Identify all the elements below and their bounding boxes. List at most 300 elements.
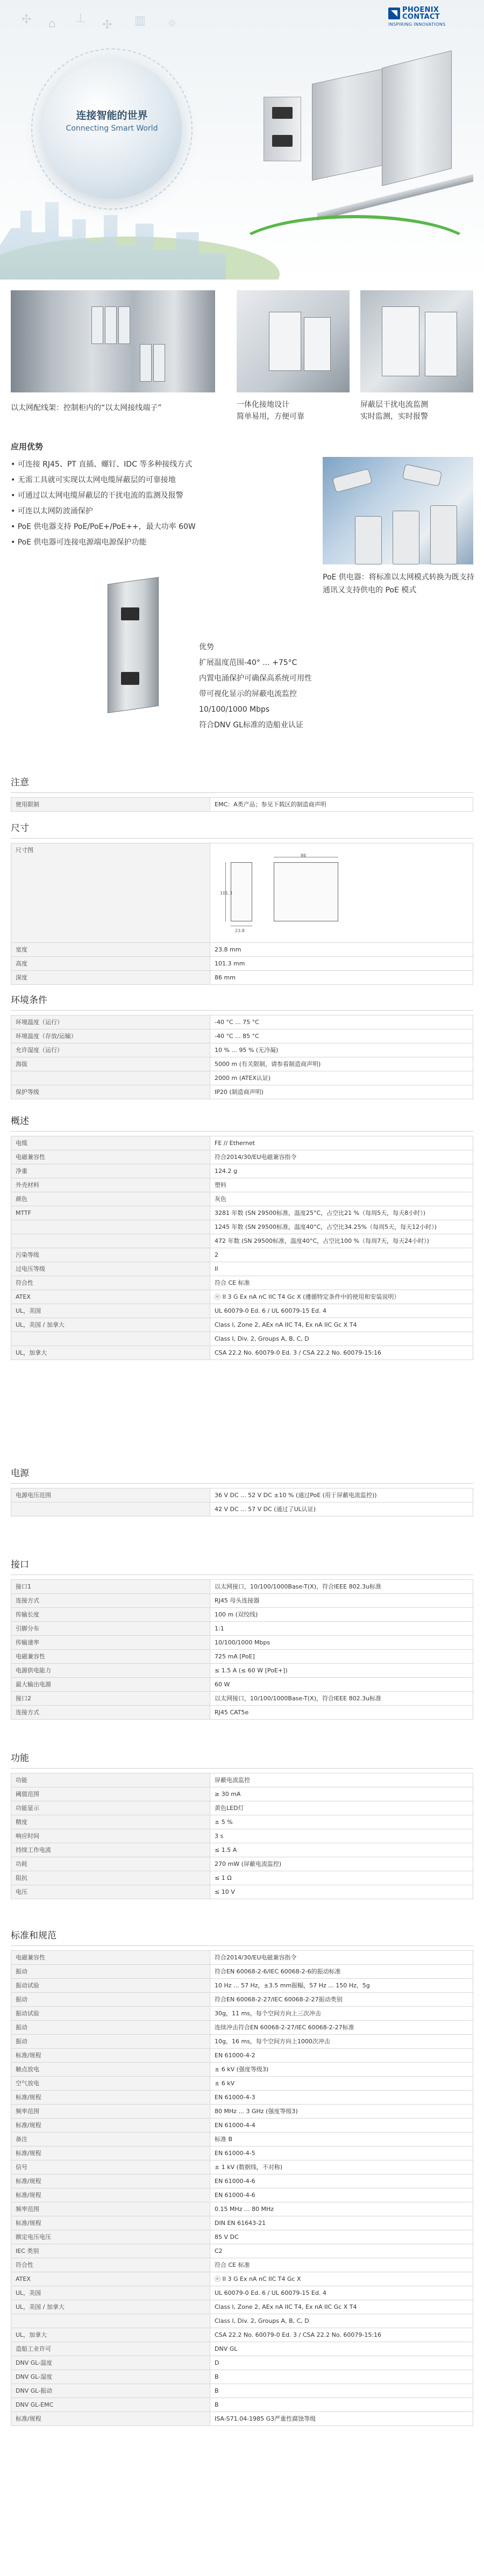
spec-value: ⓔ II 3 G Ex nA nC IIC T4 Gc X bbox=[210, 2272, 473, 2286]
table-row bbox=[11, 2286, 473, 2300]
table-row bbox=[11, 2328, 473, 2342]
spec-key: 触点放电 bbox=[11, 2063, 210, 2077]
spec-value: ≤ 1.5 A bbox=[210, 1843, 473, 1857]
spec-value: 符合2014/30/EU电磁兼容指令 bbox=[210, 1951, 473, 1965]
spec-key: 振动 bbox=[11, 1965, 210, 1979]
table-row bbox=[11, 1071, 473, 1085]
spec-key bbox=[11, 1234, 210, 1248]
spec-key: 连接方式 bbox=[11, 1594, 210, 1608]
spec-key: 电缆 bbox=[11, 1136, 210, 1150]
building-icon: ▥ bbox=[134, 14, 146, 27]
spec-value: RJ45 CAT5e bbox=[210, 1706, 473, 1720]
section-title: 接口 bbox=[11, 1554, 473, 1575]
monitoring-photo bbox=[360, 290, 473, 392]
hero-banner bbox=[0, 0, 484, 280]
spec-key: 标准/规程 bbox=[11, 2174, 210, 2188]
spec-value: 10g，16 ms，每个空间方向上1000次冲击 bbox=[210, 2035, 473, 2049]
section-title: 环境条件 bbox=[11, 989, 473, 1011]
section-title: 尺寸 bbox=[11, 817, 473, 839]
key-features bbox=[199, 640, 414, 733]
spec-value: 符合EN 60068-2-6/IEC 60068-2-6的振动标准 bbox=[210, 1965, 473, 1979]
section-title: 标准和规范 bbox=[11, 1924, 473, 1946]
spec-value: D bbox=[210, 2356, 473, 2370]
spec-value: DNV GL bbox=[210, 2342, 473, 2356]
spec-key: 连接方式 bbox=[11, 1706, 210, 1720]
spec-key: 电压 bbox=[11, 1885, 210, 1899]
spec-value: 黄色LED灯 bbox=[210, 1801, 473, 1815]
spec-key: 频率范围 bbox=[11, 2105, 210, 2119]
list-item: • 可连以太网防波涌保护 bbox=[11, 504, 312, 519]
spec-key: 外壳材料 bbox=[11, 1178, 210, 1192]
spec-value: 23.8 mm bbox=[210, 943, 473, 957]
spec-key: 过电压等级 bbox=[11, 1262, 210, 1276]
table-row bbox=[11, 1220, 473, 1234]
table-row bbox=[11, 1871, 473, 1885]
table-row bbox=[11, 1965, 473, 1979]
table-row bbox=[11, 2384, 473, 2398]
table-row bbox=[11, 2370, 473, 2384]
table-row bbox=[11, 971, 473, 985]
table-row bbox=[11, 2244, 473, 2258]
logo-mark-icon bbox=[388, 8, 400, 19]
spec-value: -40 °C ... 75 °C bbox=[210, 1015, 473, 1029]
table-row bbox=[11, 1318, 473, 1332]
spec-key: 信号 bbox=[11, 2160, 210, 2174]
table-row bbox=[11, 2077, 473, 2091]
table-row bbox=[11, 1664, 473, 1678]
table-row bbox=[11, 2398, 473, 2412]
spec-value: B bbox=[210, 2384, 473, 2398]
table-row bbox=[11, 1178, 473, 1192]
table-row bbox=[11, 943, 473, 957]
spec-key bbox=[11, 1220, 210, 1234]
ports-table bbox=[11, 1579, 473, 1720]
spec-value: 10/100/1000 Mbps bbox=[210, 1636, 473, 1650]
tower-icon: ⊥ bbox=[75, 12, 86, 25]
spec-value: ± 6 kV bbox=[210, 2077, 473, 2091]
list-item: • PoE 供电器支持 PoE/PoE+/PoE++，最大功率 60W bbox=[11, 519, 312, 535]
spec-key: 造船工业许可 bbox=[11, 2342, 210, 2356]
table-row bbox=[11, 1622, 473, 1636]
spec-key: ATEX bbox=[11, 2272, 210, 2286]
note-section bbox=[11, 771, 473, 812]
product-hero-image bbox=[253, 54, 479, 247]
spec-key: 符合性 bbox=[11, 2258, 210, 2272]
spec-key: 响应时间 bbox=[11, 1829, 210, 1843]
table-row bbox=[11, 2146, 473, 2160]
spec-value: 472 年数 (SN 29500标准，温度40°C，占空比100 %（每周7天，每天24小时）) bbox=[210, 1234, 473, 1248]
spec-key: 电磁兼容性 bbox=[11, 1150, 210, 1164]
spec-value: 符合 CE 标准 bbox=[210, 1276, 473, 1290]
spec-key: 标准/规程 bbox=[11, 2091, 210, 2105]
hero-decor-icons bbox=[11, 10, 215, 42]
table-row bbox=[11, 2230, 473, 2244]
spec-key: 功能显示 bbox=[11, 1801, 210, 1815]
table-row bbox=[11, 1801, 473, 1815]
list-item: 内置电涌保护可确保高系统可用性 bbox=[199, 674, 312, 683]
spec-key: DNV GL-振动 bbox=[11, 2384, 210, 2398]
table-row bbox=[11, 798, 473, 812]
spec-value: 以太网接口，10/100/1000Base-T(X)，符合IEEE 802.3u标准 bbox=[210, 1692, 473, 1706]
spec-value: B bbox=[210, 2370, 473, 2384]
spec-key: 电磁兼容性 bbox=[11, 1951, 210, 1965]
table-row bbox=[11, 1608, 473, 1622]
spec-key: 环境温度（运行） bbox=[11, 1015, 210, 1029]
overview-section bbox=[11, 1110, 473, 1360]
functions-table bbox=[11, 1773, 473, 1899]
spec-key: UL，美国 bbox=[11, 2286, 210, 2300]
spec-key: 标准/规程 bbox=[11, 2412, 210, 2426]
spec-value: 连续冲击符合EN 60068-2-27/IEC 60068-2-27标准 bbox=[210, 2021, 473, 2035]
spec-key bbox=[11, 1071, 210, 1085]
spec-key: DNV GL-EMC bbox=[11, 2398, 210, 2412]
spec-value: Class I, Zone 2, AEx nA IIC T4, Ex nA IIC Gc X T4 bbox=[210, 1318, 473, 1332]
table-row bbox=[11, 2258, 473, 2272]
spec-key: 传输速率 bbox=[11, 1636, 210, 1650]
spec-key: 振动 bbox=[11, 2035, 210, 2049]
grounding-photo bbox=[237, 290, 350, 392]
hero-title bbox=[63, 108, 160, 133]
spec-key: 接口1 bbox=[11, 1580, 210, 1594]
spec-value: ⓔ II 3 G Ex nA nC IIC T4 Gc X (遵循特定条件中的使用和安装说明） bbox=[210, 1290, 473, 1304]
solar-icon: ☼ bbox=[167, 17, 177, 31]
spec-value: Class I, Div. 2, Groups A, B, C, D bbox=[210, 2314, 473, 2328]
spec-key: 标准/规程 bbox=[11, 2119, 210, 2133]
spec-value: RJ45 母头连接器 bbox=[210, 1594, 473, 1608]
ports-section bbox=[11, 1554, 473, 1720]
spec-key: 空气放电 bbox=[11, 2077, 210, 2091]
spec-key: 频率范围 bbox=[11, 2202, 210, 2216]
spec-value: 1245 年数 (SN 29500标准，温度40°C，占空比34.25%（每周5天，每天12小时）) bbox=[210, 1220, 473, 1234]
spec-key: 精度 bbox=[11, 1815, 210, 1829]
spec-value: 100 m (双绞线) bbox=[210, 1608, 473, 1622]
table-row bbox=[11, 2174, 473, 2188]
spec-value: CSA 22.2 No. 60079-0 Ed. 3 / CSA 22.2 No. 60079-15:16 bbox=[210, 1346, 473, 1360]
table-row bbox=[11, 1206, 473, 1220]
wind-turbine-icon: ✣ bbox=[102, 18, 112, 32]
spec-key: 允许湿度（运行） bbox=[11, 1043, 210, 1057]
table-row bbox=[11, 957, 473, 971]
table-row bbox=[11, 1150, 473, 1164]
spec-key: 电源电压范围 bbox=[11, 1489, 210, 1502]
table-row bbox=[11, 1678, 473, 1692]
spec-key: 颜色 bbox=[11, 1192, 210, 1206]
table-row bbox=[11, 2091, 473, 2105]
spec-key: UL，美国 bbox=[11, 1304, 210, 1318]
spec-key: 备注 bbox=[11, 2133, 210, 2146]
cabinet-caption: 以太网配线架：控制柜内的“以太网接线端子” bbox=[11, 404, 162, 412]
table-row bbox=[11, 1489, 473, 1502]
spec-key: 阻抗 bbox=[11, 1871, 210, 1885]
shield-monitor-image bbox=[382, 51, 452, 186]
poe-injector-image bbox=[312, 67, 393, 181]
dimensions-table bbox=[11, 843, 473, 985]
spec-key: 海拔 bbox=[11, 1057, 210, 1071]
monitoring-caption: 屏蔽层干扰电流监测 实时监测，实时报警 bbox=[360, 400, 428, 421]
table-row bbox=[11, 1276, 473, 1290]
spec-key: 阈值范围 bbox=[11, 1787, 210, 1801]
spec-key: 环境温度（存放/运输） bbox=[11, 1029, 210, 1043]
table-row bbox=[11, 1650, 473, 1664]
width-dim-label: 23.8 bbox=[235, 928, 245, 933]
table-row bbox=[11, 1234, 473, 1248]
table-row bbox=[11, 1787, 473, 1801]
table-row bbox=[11, 2356, 473, 2370]
dimensions-section bbox=[11, 817, 473, 985]
spec-value: II bbox=[210, 1262, 473, 1276]
hero-title-cn: 连接智能的世界 bbox=[76, 110, 148, 121]
spec-value: 86 mm bbox=[210, 971, 473, 985]
table-row bbox=[11, 1857, 473, 1871]
spec-key: 使用限制 bbox=[11, 798, 210, 812]
spec-key: 污染等级 bbox=[11, 1248, 210, 1262]
spec-value: 1:1 bbox=[210, 1622, 473, 1636]
spec-value: UL 60079-0 Ed. 6 / UL 60079-15 Ed. 4 bbox=[210, 2286, 473, 2300]
spec-value: EN 61000-4-5 bbox=[210, 2146, 473, 2160]
hero-title-en: Connecting Smart World bbox=[66, 124, 158, 133]
spec-value: 5000 m (有关限制，请参看制造商声明) bbox=[210, 1057, 473, 1071]
spec-value: 101.3 mm bbox=[210, 957, 473, 971]
table-row bbox=[11, 1979, 473, 1993]
logo-tagline: INSPIRING INNOVATIONS bbox=[388, 22, 446, 27]
spec-value: 36 V DC ... 52 V DC ±10 % (通过PoE (用于屏蔽电流监控)) bbox=[210, 1489, 473, 1502]
standards-section bbox=[11, 1924, 473, 2426]
spec-value: 270 mW (屏蔽电流监控) bbox=[210, 1857, 473, 1871]
spec-key: 电源供电能力 bbox=[11, 1664, 210, 1678]
spec-value: EN 61000-4-6 bbox=[210, 2174, 473, 2188]
list-item: • 无需工具就可实现以太网电缆屏蔽层的可靠接地 bbox=[11, 473, 312, 488]
table-row bbox=[11, 1580, 473, 1594]
patch-module-image bbox=[264, 97, 301, 161]
table-row bbox=[11, 2049, 473, 2063]
spec-value: ≤ 10 V bbox=[210, 1885, 473, 1899]
wind-turbine-icon: ✣ bbox=[22, 13, 32, 26]
table-row bbox=[11, 1706, 473, 1720]
poe-caption: PoE 供电器：将标准以太网模式转换为既支持通讯又支持供电的 PoE 模式 bbox=[323, 573, 474, 595]
table-row bbox=[11, 1502, 473, 1516]
functions-section bbox=[11, 1747, 473, 1899]
spec-key: ATEX bbox=[11, 1290, 210, 1304]
spec-key: 引脚分布 bbox=[11, 1622, 210, 1636]
spec-value: EN 61000-4-3 bbox=[210, 2091, 473, 2105]
spec-value: Class I, Div. 2, Groups A, B, C, D bbox=[210, 1332, 473, 1346]
spec-key: 深度 bbox=[11, 971, 210, 985]
dimension-drawing bbox=[220, 851, 349, 932]
spec-key bbox=[11, 1502, 210, 1516]
spec-key: 最大输出电源 bbox=[11, 1678, 210, 1692]
spec-key: 接口2 bbox=[11, 1692, 210, 1706]
table-row bbox=[11, 1029, 473, 1043]
spec-value: 2000 m (ATEX认证) bbox=[210, 1071, 473, 1085]
table-row bbox=[11, 1057, 473, 1071]
list-item: • 可通过以太网电缆屏蔽层的干扰电流的监测及报警 bbox=[11, 488, 312, 504]
table-row bbox=[11, 1594, 473, 1608]
list-item: 扩展温度范围-40° ... +75°C bbox=[199, 659, 297, 667]
table-row bbox=[11, 2342, 473, 2356]
table-row bbox=[11, 2160, 473, 2174]
list-item: • 可连接 RJ45、PT 直插、螺钉、IDC 等多种接线方式 bbox=[11, 457, 312, 473]
spec-value: EN 61000-4-4 bbox=[210, 2119, 473, 2133]
spec-key: 持续工作电流 bbox=[11, 1843, 210, 1857]
table-row bbox=[11, 1332, 473, 1346]
table-row bbox=[11, 2412, 473, 2426]
table-row bbox=[11, 1829, 473, 1843]
spec-key: DNV GL-温度 bbox=[11, 2356, 210, 2370]
spec-value: CSA 22.2 No. 60079-0 Ed. 3 / CSA 22.2 No. 60079-15:16 bbox=[210, 2328, 473, 2342]
table-row bbox=[11, 1815, 473, 1829]
spec-value: 2 bbox=[210, 1248, 473, 1262]
green-cable bbox=[231, 215, 479, 280]
table-row bbox=[11, 1262, 473, 1276]
spec-value: B bbox=[210, 2398, 473, 2412]
list-item: 符合DNV GL标准的造船业认证 bbox=[199, 721, 303, 729]
height-dim-label: 101.3 bbox=[220, 891, 232, 896]
spec-value: 0.15 MHz ... 80 MHz bbox=[210, 2202, 473, 2216]
table-row bbox=[11, 2202, 473, 2216]
spec-value: 3281 年数 (SN 29500标准，温度25°C，占空比21 %（每周5天，每天8小时）) bbox=[210, 1206, 473, 1220]
spec-key bbox=[11, 1332, 210, 1346]
spec-key: MTTF bbox=[11, 1206, 210, 1220]
spec-value: 10 % ... 95 % (无冷凝) bbox=[210, 1043, 473, 1057]
spec-value: ISA-S71.04-1985 G3严重性腐蚀等级 bbox=[210, 2412, 473, 2426]
cabinet-photo bbox=[11, 290, 215, 392]
table-row bbox=[11, 2216, 473, 2230]
table-row bbox=[11, 1043, 473, 1057]
phoenix-contact-logo: PHOENIX CONTACT INSPIRING INNOVATIONS bbox=[388, 6, 474, 27]
spec-value: 725 mA [PoE] bbox=[210, 1650, 473, 1664]
spec-value: ± 1 kV (数据线，不对称) bbox=[210, 2160, 473, 2174]
table-row bbox=[11, 1773, 473, 1787]
spec-key: UL，加拿大 bbox=[11, 2328, 210, 2342]
table-row bbox=[11, 1136, 473, 1150]
table-row bbox=[11, 1636, 473, 1650]
spec-value: ≥ 30 mA bbox=[210, 1787, 473, 1801]
spec-key: UL，加拿大 bbox=[11, 1346, 210, 1360]
spec-value: 标准 B bbox=[210, 2133, 473, 2146]
table-row bbox=[11, 2314, 473, 2328]
advantages-list bbox=[11, 457, 312, 550]
table-row bbox=[11, 2133, 473, 2146]
spec-key: 振动 bbox=[11, 1993, 210, 2007]
list-item: 带可视化显示的屏蔽电流监控 bbox=[199, 690, 297, 698]
table-row bbox=[11, 1290, 473, 1304]
table-row bbox=[11, 1015, 473, 1029]
poe-camera-photo bbox=[323, 457, 473, 564]
power-table bbox=[11, 1488, 473, 1516]
spec-value: 10 Hz ... 57 Hz，±3.5 mm振幅，57 Hz ... 150 Hz，5g bbox=[210, 1979, 473, 1993]
table-row bbox=[11, 2188, 473, 2202]
table-row bbox=[11, 1304, 473, 1318]
spec-key: 标准/规程 bbox=[11, 2049, 210, 2063]
shield-module-photo bbox=[91, 570, 177, 731]
list-item: • PoE 供电器可连接电源端电源保护功能 bbox=[11, 535, 312, 550]
spec-value: 60 W bbox=[210, 1678, 473, 1692]
spec-value: 80 MHz ... 3 GHz (强度等级3) bbox=[210, 2105, 473, 2119]
spec-key: 功耗 bbox=[11, 1857, 210, 1871]
table-row bbox=[11, 2300, 473, 2314]
spec-key: UL，美国 / 加拿大 bbox=[11, 2300, 210, 2314]
table-row bbox=[11, 1993, 473, 2007]
spec-value: 塑料 bbox=[210, 1178, 473, 1192]
table-row bbox=[11, 2007, 473, 2021]
spec-key: 宽度 bbox=[11, 943, 210, 957]
table-row bbox=[11, 1951, 473, 1965]
spec-value: 符合 CE 标准 bbox=[210, 2258, 473, 2272]
spec-key: 振动试验 bbox=[11, 2007, 210, 2021]
table-row bbox=[11, 2272, 473, 2286]
table-row bbox=[11, 1085, 473, 1099]
section-title: 功能 bbox=[11, 1747, 473, 1769]
table-row bbox=[11, 2105, 473, 2119]
spec-value: 符合2014/30/EU电磁兼容指令 bbox=[210, 1150, 473, 1164]
spec-value: ≤ 1 Ω bbox=[210, 1871, 473, 1885]
standards-table bbox=[11, 1950, 473, 2426]
section-title: 注意 bbox=[11, 771, 473, 793]
spec-value: -40 °C ... 85 °C bbox=[210, 1029, 473, 1043]
spec-key: 额定电压电压 bbox=[11, 2230, 210, 2244]
list-item: 10/100/1000 Mbps bbox=[199, 705, 270, 714]
environment-table bbox=[11, 1015, 473, 1099]
spec-key: IEC 类别 bbox=[11, 2244, 210, 2258]
table-row bbox=[11, 1346, 473, 1360]
table-row bbox=[11, 1192, 473, 1206]
note-table bbox=[11, 797, 473, 812]
spec-value: 灰色 bbox=[210, 1192, 473, 1206]
depth-dim-label: 86 bbox=[301, 853, 307, 858]
power-section bbox=[11, 1462, 473, 1516]
spec-key: DNV GL-湿度 bbox=[11, 2370, 210, 2384]
table-row bbox=[11, 1692, 473, 1706]
spec-value: ≤ 1.5 A (≤ 60 W [PoE+]) bbox=[210, 1664, 473, 1678]
section-title: 概述 bbox=[11, 1110, 473, 1132]
spec-key: 标准/规程 bbox=[11, 2188, 210, 2202]
spec-value: Class I, Zone 2, AEx nA IIC T4, Ex nA IIC Gc X T4 bbox=[210, 2300, 473, 2314]
table-row bbox=[11, 1843, 473, 1857]
spec-key: UL，美国 / 加拿大 bbox=[11, 1318, 210, 1332]
spec-key: 振动 bbox=[11, 2021, 210, 2035]
spec-value: 30g，11 ms，每个空间方向上三次冲击 bbox=[210, 2007, 473, 2021]
factory-icon: ⌂ bbox=[48, 17, 56, 31]
spec-key: 传输长度 bbox=[11, 1608, 210, 1622]
spec-value: 以太网接口，10/100/1000Base-T(X)，符合IEEE 802.3u标准 bbox=[210, 1580, 473, 1594]
spec-value: 42 V DC ... 57 V DC (通过了UL认证) bbox=[210, 1502, 473, 1516]
spec-key: 功能 bbox=[11, 1773, 210, 1787]
spec-key: 保护等级 bbox=[11, 1085, 210, 1099]
table-row bbox=[11, 1164, 473, 1178]
spec-value: IP20 (制造商声明) bbox=[210, 1085, 473, 1099]
dimension-drawing-label: 尺寸图 bbox=[11, 843, 210, 943]
spec-key: 电磁兼容性 bbox=[11, 1650, 210, 1664]
spec-value: FE // Ethernet bbox=[210, 1136, 473, 1150]
table-row bbox=[11, 2035, 473, 2049]
spec-value: 屏蔽电流监控 bbox=[210, 1773, 473, 1787]
spec-value: 符合EN 60068-2-27/IEC 60068-2-27振动类别 bbox=[210, 1993, 473, 2007]
section-title: 电源 bbox=[11, 1462, 473, 1484]
advantages-title: 应用优势 bbox=[11, 442, 44, 452]
spec-key bbox=[11, 2314, 210, 2328]
overview-table bbox=[11, 1136, 473, 1360]
table-row bbox=[11, 2063, 473, 2077]
spec-key: 高度 bbox=[11, 957, 210, 971]
table-row bbox=[11, 2119, 473, 2133]
spec-key: 符合性 bbox=[11, 1276, 210, 1290]
table-row bbox=[11, 843, 473, 943]
spec-value: C2 bbox=[210, 2244, 473, 2258]
spec-value: 124.2 g bbox=[210, 1164, 473, 1178]
spec-value: 85 V DC bbox=[210, 2230, 473, 2244]
spec-key: 净重 bbox=[11, 1164, 210, 1178]
spec-key: 标准/规程 bbox=[11, 2146, 210, 2160]
